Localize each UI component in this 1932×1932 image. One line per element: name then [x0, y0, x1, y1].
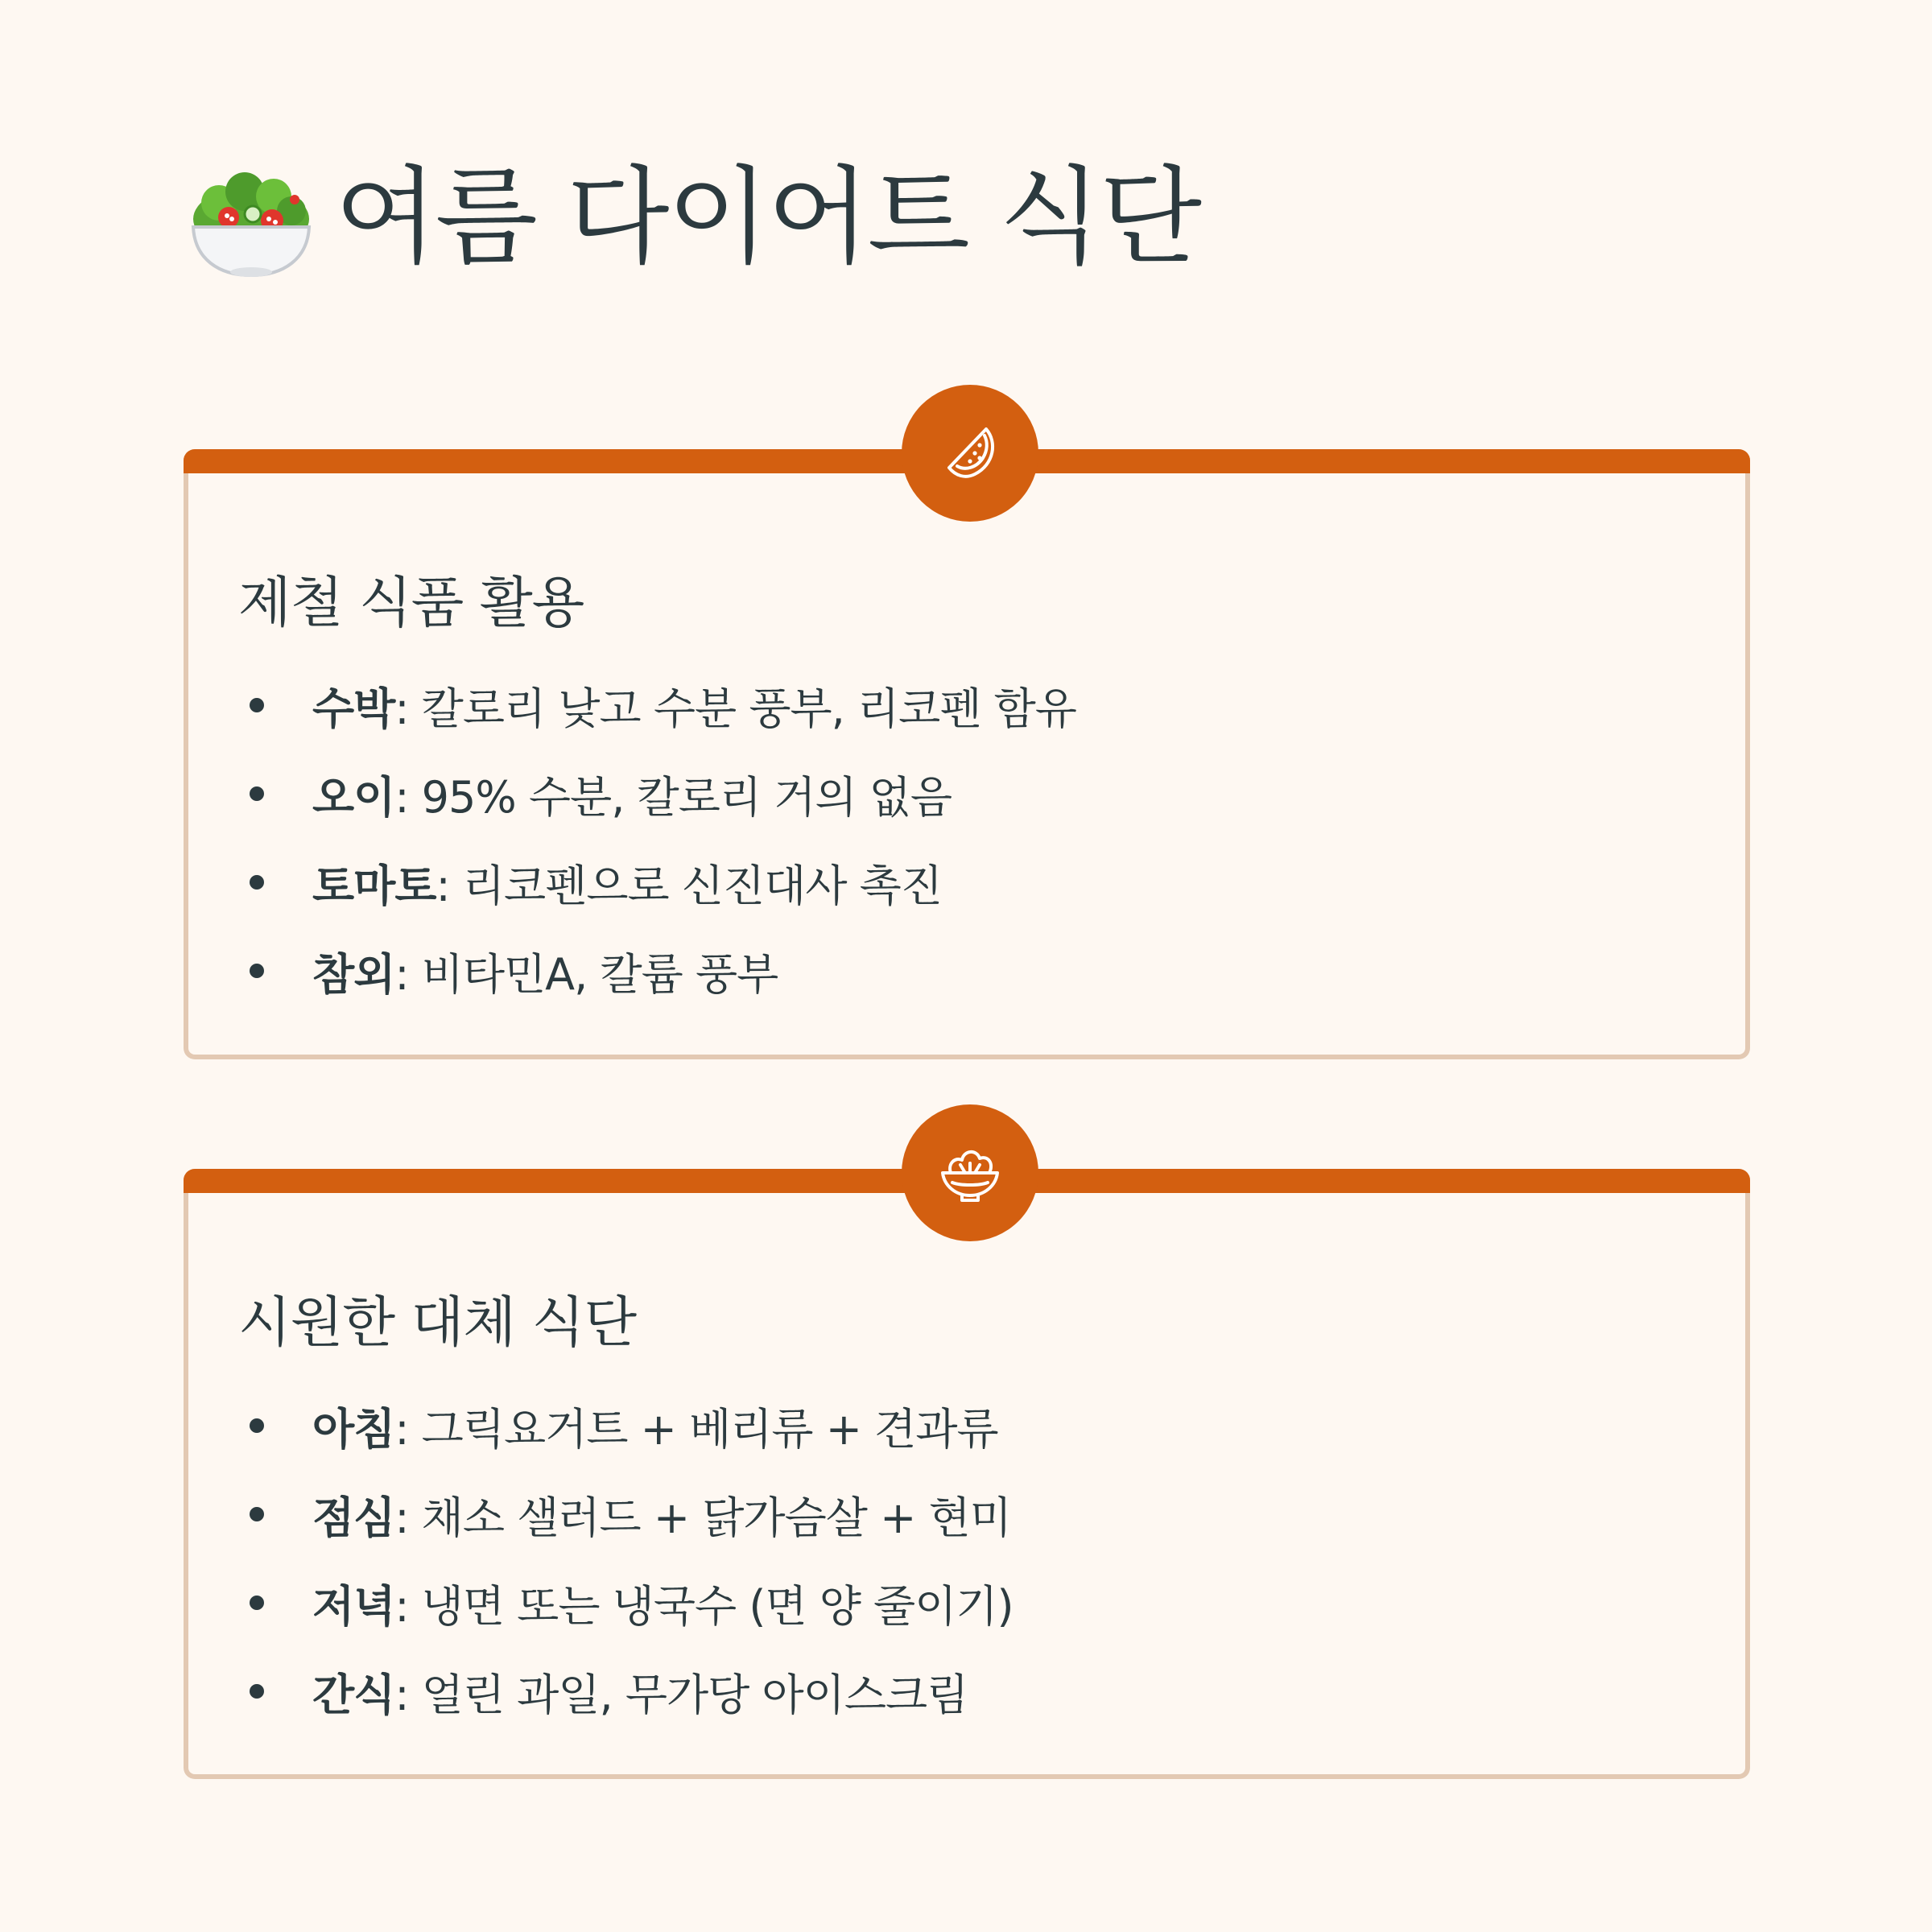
bullet-dot	[250, 698, 264, 712]
list-item-text	[312, 763, 952, 825]
list-item-description: : 칼로리 낮고 수분 풍부, 리코펜 함유	[394, 683, 1076, 734]
list-item-label: 간식	[312, 1669, 395, 1720]
salad-emoji-icon	[187, 153, 316, 282]
list-item-description: : 비타민A, 칼륨 풍부	[394, 948, 778, 1000]
salad-bowl-icon	[936, 1139, 1004, 1207]
list-item-text	[312, 1572, 1013, 1634]
list-item	[188, 749, 1745, 838]
list-item-label: 토마토	[312, 860, 436, 911]
list-item-description: : 그릭요거트 + 베리류 + 견과류	[394, 1403, 998, 1455]
list-item	[188, 661, 1745, 749]
list-item-label: 저녁	[312, 1580, 395, 1632]
card-icon-badge	[902, 385, 1038, 522]
list-item	[188, 1647, 1745, 1736]
list-item-text	[312, 1395, 998, 1457]
card-title: 시원한 대체 식단	[238, 1291, 637, 1355]
bullet-list	[188, 661, 1745, 1015]
list-item-text	[312, 852, 942, 914]
card-icon-badge	[902, 1104, 1038, 1241]
page-header	[187, 153, 1199, 282]
card-title: 제철 식품 활용	[238, 572, 584, 635]
bullet-dot	[250, 1596, 264, 1610]
bullet-dot	[250, 1507, 264, 1521]
bullet-dot	[250, 1684, 264, 1699]
bullet-dot	[250, 1418, 264, 1433]
bullet-list	[188, 1381, 1745, 1736]
list-item-label: 아침	[312, 1403, 395, 1455]
list-item-label: 참외	[312, 948, 395, 1000]
list-item	[188, 1381, 1745, 1470]
list-item-text	[312, 1661, 968, 1723]
list-item	[188, 1470, 1745, 1558]
list-item	[188, 927, 1745, 1015]
page-title: 여름 다이어트 식단	[335, 155, 1200, 279]
meal-plan-card	[184, 1169, 1750, 1779]
bullet-dot	[250, 786, 264, 801]
list-item-description: : 95% 수분, 칼로리 거의 없음	[394, 771, 952, 823]
watermelon-slice-icon	[938, 421, 1002, 485]
list-item-description: : 리코펜으로 신진대사 촉진	[436, 860, 942, 911]
list-item-text	[312, 1484, 1011, 1546]
list-item-text	[312, 675, 1076, 737]
list-item-description: : 얼린 과일, 무가당 아이스크림	[394, 1669, 968, 1720]
list-item-label: 점심	[312, 1492, 395, 1543]
list-item-label: 수박	[312, 683, 395, 734]
list-item-label: 오이	[312, 771, 395, 823]
bullet-dot	[250, 964, 264, 978]
list-item-description: : 냉면 또는 냉국수 (면 양 줄이기)	[394, 1580, 1013, 1632]
list-item-text	[312, 940, 778, 1002]
bullet-dot	[250, 875, 264, 890]
list-item	[188, 1558, 1745, 1647]
list-item-description: : 채소 샐러드 + 닭가슴살 + 현미	[394, 1492, 1011, 1543]
seasonal-food-card	[184, 449, 1750, 1059]
list-item	[188, 838, 1745, 927]
